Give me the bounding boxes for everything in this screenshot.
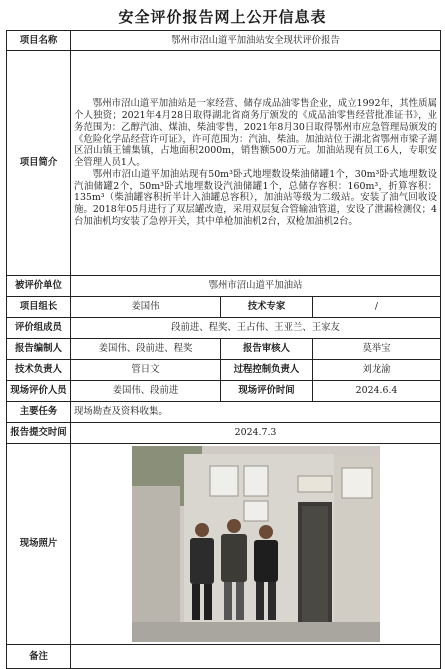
- row-evaluated-unit: [7, 276, 441, 297]
- row-report-writer: [7, 339, 441, 360]
- site-staff-label: 现场评价人员: [7, 381, 71, 402]
- row-tech-lead: [7, 360, 441, 381]
- tech-lead-label: 技术负责人: [7, 360, 71, 381]
- site-photo-label: 现场照片: [7, 444, 71, 645]
- project-name-label: 项目名称: [7, 31, 71, 51]
- remarks-value: [71, 645, 441, 669]
- site-staff-value: 姜国伟、段前进: [71, 381, 221, 402]
- tech-expert-label: 技术专家: [221, 297, 313, 318]
- main-task-value: 现场勘查及资料收集。: [71, 402, 441, 423]
- evaluated-unit-value: 鄂州市沼山道平加油站: [71, 276, 441, 297]
- site-photo: [132, 446, 380, 642]
- team-members-value: 段前进、程奖、王占伟、王亚兰、王家友: [71, 318, 441, 339]
- row-project-name: [7, 31, 441, 51]
- site-photo-cell: [71, 444, 441, 645]
- site-time-value: 2024.6.4: [313, 381, 441, 402]
- tech-lead-value: 管日文: [71, 360, 221, 381]
- tech-expert-value: /: [313, 297, 441, 318]
- team-leader-label: 项目组长: [7, 297, 71, 318]
- row-main-task: [7, 402, 441, 423]
- project-intro-paragraph-1: 鄂州市沼山道平加油站是一家经营、储存成品油零售企业，成立1992年，其性质属个人独资；2021年4月28日取得湖北省商务厅颁发的《成品油零售经营批准证书》，业务范围为：乙醇汽油、煤油、柴油零售，2021年8月30日取得鄂州市应急管理局颁发的《危险化学品经营许可证》，许可范围为：汽油、柴油。加油站位于湖北省鄂州市梁子湖区沼山镇王铺集镇，占地面积2000m，销售额500万元。加油站现有员工6人，专职安全管理人员1人。: [74, 98, 438, 169]
- info-table: [6, 30, 441, 669]
- report-writer-value: 姜国伟、段前进、程奖: [71, 339, 221, 360]
- process-control-value: 刘龙渝: [313, 360, 441, 381]
- submit-time-label: 报告提交时间: [7, 423, 71, 444]
- team-leader-value: 姜国伟: [71, 297, 221, 318]
- project-intro-value: [71, 51, 441, 276]
- row-site-photo: [7, 444, 441, 645]
- report-reviewer-label: 报告审核人: [221, 339, 313, 360]
- evaluated-unit-label: 被评价单位: [7, 276, 71, 297]
- row-team-members: [7, 318, 441, 339]
- project-intro-paragraph-2: 鄂州市沼山道平加油站现有50m³卧式地埋数设柴油储罐1个，30m³卧式地埋数设汽油储罐2个，50m³卧式地埋数设汽油储罐1个，总储存容积：160m³，折算容积：135m³（柴油罐容积折半计入油罐总容积），加油站等级为二级站。安装了油气回收设施。2018年05月进行了双层罐改造，采用双层复合管输油管道，安设了泄漏检测仪；4台加油机均安装了急停开关，其中单枪加油机2台，双枪加油机2台。: [74, 168, 438, 227]
- process-control-label: 过程控制负责人: [221, 360, 313, 381]
- row-team-leader: [7, 297, 441, 318]
- site-time-label: 现场评价时间: [221, 381, 313, 402]
- submit-time-value: 2024.7.3: [71, 423, 441, 444]
- project-name-value: 鄂州市沼山道平加油站安全现状评价报告: [71, 31, 441, 51]
- row-site-staff: [7, 381, 441, 402]
- project-intro-label: 项目简介: [7, 51, 71, 276]
- row-submit-time: [7, 423, 441, 444]
- main-task-label: 主要任务: [7, 402, 71, 423]
- team-members-label: 评价组成员: [7, 318, 71, 339]
- report-reviewer-value: 莫举宝: [313, 339, 441, 360]
- report-writer-label: 报告编制人: [7, 339, 71, 360]
- document-title: 安全评价报告网上公开信息表: [118, 8, 327, 26]
- row-project-intro: [7, 51, 441, 276]
- row-remarks: [7, 645, 441, 669]
- remarks-label: 备注: [7, 645, 71, 669]
